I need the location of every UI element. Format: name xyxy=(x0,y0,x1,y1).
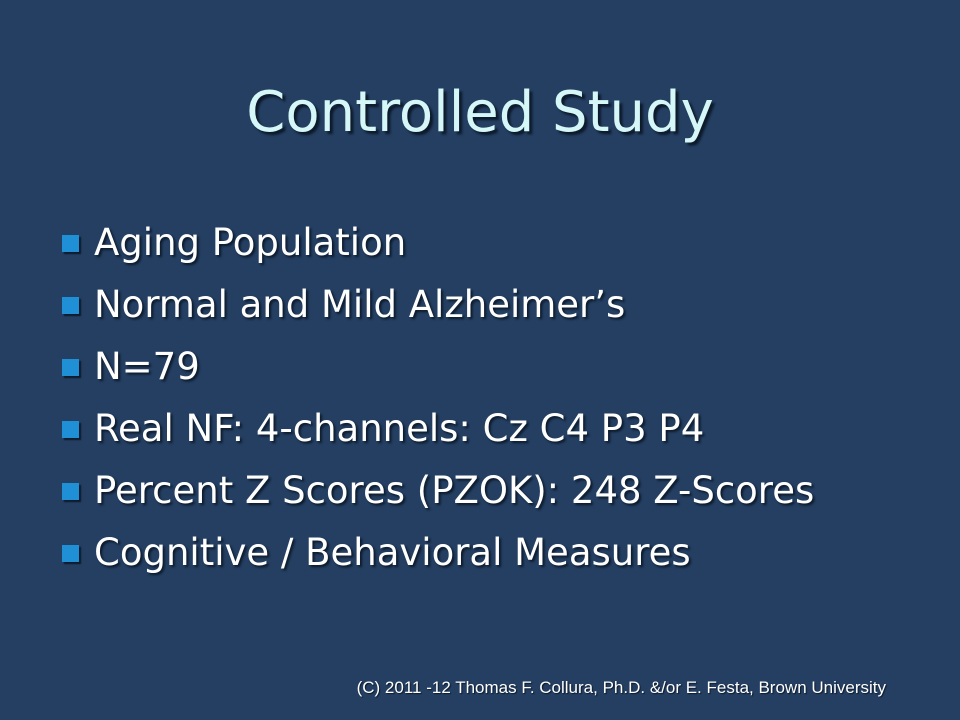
slide-footer: (C) 2011 -12 Thomas F. Collura, Ph.D. &/or E. Festa, Brown University xyxy=(356,678,886,697)
bullet-text: Real NF: 4-channels: Cz C4 P3 P4 xyxy=(94,407,705,450)
bullet-item xyxy=(62,460,942,522)
bullet-text: Percent Z Scores (PZOK): 248 Z-Scores xyxy=(94,469,815,512)
bullet-text: Cognitive / Behavioral Measures xyxy=(94,531,691,574)
square-bullet-icon xyxy=(62,421,79,438)
square-bullet-icon xyxy=(62,483,79,500)
square-bullet-icon xyxy=(62,235,79,252)
bullet-text: Aging Population xyxy=(94,221,407,264)
square-bullet-icon xyxy=(62,359,79,376)
square-bullet-icon xyxy=(62,297,79,314)
bullet-item xyxy=(62,398,942,460)
slide-title: Controlled Study xyxy=(246,80,714,145)
bullet-text: Normal and Mild Alzheimer’s xyxy=(94,283,626,326)
bullet-item xyxy=(62,274,942,336)
bullet-item xyxy=(62,212,942,274)
square-bullet-icon xyxy=(62,545,79,562)
bullet-list xyxy=(62,212,942,584)
bullet-item xyxy=(62,336,942,398)
bullet-text: N=79 xyxy=(94,345,200,388)
bullet-item xyxy=(62,522,942,584)
